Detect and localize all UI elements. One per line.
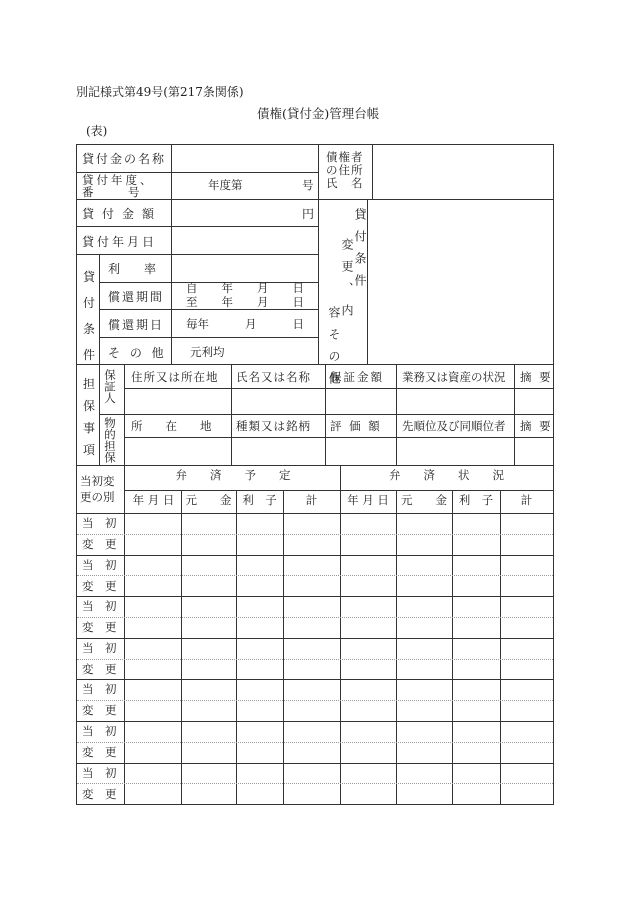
security-label: 担 保 事 項 (82, 377, 95, 457)
plan-header-interest: 利 子 (242, 493, 277, 507)
rule-line (318, 144, 319, 200)
loan-date-value[interactable] (174, 229, 318, 253)
interest-rate-label: 利 率 (108, 262, 157, 276)
repayment-type-label (80, 473, 115, 505)
rule-line (76, 465, 554, 466)
guarantor-header-status: 業務又は資産の状況 (402, 370, 506, 384)
side-label: (表) (86, 124, 108, 138)
rule-line (124, 364, 125, 466)
guarantor-label: 保証人 (103, 369, 117, 404)
row-label-change: 変 更 (82, 537, 117, 551)
repayment-row-entry[interactable] (125, 722, 552, 762)
collateral-header-value: 評 価 額 (330, 419, 382, 433)
guarantor-entry[interactable] (126, 388, 553, 412)
rule-line (99, 309, 319, 310)
row-label-change: 変 更 (82, 745, 117, 759)
creditor-label-line2: の住所 (326, 163, 364, 177)
terms-change-col3: 容その他 (327, 306, 341, 394)
repayment-type-line2: 更の別 (80, 490, 115, 504)
row-label-change: 変 更 (82, 703, 117, 717)
repayment-row-entry[interactable] (125, 764, 552, 804)
repayment-due-label: 償還期日 (108, 318, 165, 332)
repayment-period-label: 償還期間 (108, 290, 165, 304)
rule-line (372, 144, 373, 200)
rule-line (76, 254, 319, 255)
year-no-suffix: 号 (302, 178, 314, 192)
repayment-row-entry[interactable] (125, 597, 552, 637)
creditor-value[interactable] (375, 147, 553, 199)
guarantor-header-amount: 保証金額 (330, 370, 384, 384)
status-header-interest: 利 子 (458, 493, 494, 507)
collateral-header-location: 所 在 地 (131, 419, 212, 433)
row-label-change: 変 更 (82, 620, 117, 634)
repayment-row-entry[interactable] (125, 680, 552, 720)
row-label-change: 変 更 (82, 662, 117, 676)
interest-rate-value[interactable] (174, 256, 318, 280)
repayment-due-value: 毎年 月 日 (186, 317, 304, 331)
status-header-date: 年 月 日 (347, 493, 389, 507)
loan-amount-value[interactable] (174, 202, 294, 224)
terms-change-col1: 貸付条件 (353, 208, 367, 296)
rule-line (367, 199, 368, 365)
loan-amount-label: 貸付金額 (82, 207, 163, 221)
creditor-label (326, 151, 364, 190)
repayment-row-entry[interactable] (125, 556, 552, 596)
terms-change-col2: 変更、内 (340, 238, 354, 326)
loan-name-value[interactable] (174, 147, 318, 171)
status-header-principal: 元 金 (401, 493, 447, 507)
rule-line (124, 490, 554, 491)
rule-line (76, 226, 319, 227)
table-border (553, 144, 554, 805)
rule-line (99, 337, 319, 338)
status-header-total: 計 (520, 493, 533, 507)
collateral-entry[interactable] (126, 437, 553, 463)
row-label-initial: 当 初 (82, 682, 117, 696)
other-terms-label: そ の 他 (108, 346, 167, 360)
plan-header-principal: 元 金 (185, 493, 232, 507)
form-number: 別記様式第49号(第217条関係) (76, 85, 244, 99)
rule-line (76, 364, 554, 365)
repayment-period-from: 自 年 月 日 (186, 281, 304, 295)
repayment-type-line1: 当初変 (80, 474, 115, 488)
loan-terms-label: 貸 付 条 件 (82, 270, 95, 362)
row-label-initial: 当 初 (82, 599, 117, 613)
loan-date-label: 貸付年月日 (82, 235, 158, 249)
guarantor-header-address: 住所又は所在地 (131, 370, 219, 384)
loan-amount-unit: 円 (302, 207, 315, 221)
collateral-header-type: 種類又は銘柄 (236, 419, 311, 433)
row-label-initial: 当 初 (82, 516, 117, 530)
repayment-period-to: 至 年 月 日 (186, 295, 304, 309)
table-border (76, 144, 77, 805)
repayment-row-entry[interactable] (125, 514, 552, 554)
other-terms-value: 元利均 (190, 345, 225, 359)
collateral-header-priority: 先順位及び同順位者 (402, 419, 506, 433)
terms-change-value[interactable] (372, 202, 553, 364)
row-label-initial: 当 初 (82, 558, 117, 572)
creditor-label-line3: 氏 名 (326, 176, 364, 190)
repayment-status-label: 弁 済 状 況 (389, 468, 504, 482)
table-border (76, 804, 554, 805)
creditor-label-line1: 債権者 (326, 150, 364, 164)
loan-name-label: 貸付金の名称 (82, 152, 167, 166)
row-label-initial: 当 初 (82, 641, 117, 655)
rule-line (171, 144, 172, 257)
year-no-label (82, 174, 168, 198)
guarantor-header-note: 摘 要 (520, 370, 553, 384)
page-title: 債権(貸付金)管理台帳 (257, 106, 380, 121)
repayment-plan-label: 弁 済 予 定 (175, 468, 291, 482)
row-label-initial: 当 初 (82, 766, 117, 780)
year-no-prefix: 年度第 (208, 178, 243, 192)
row-label-initial: 当 初 (82, 724, 117, 738)
collateral-label: 物的担保 (103, 417, 117, 463)
collateral-header-note: 摘 要 (520, 419, 553, 433)
year-no-label-line1: 貸付年度、 (82, 173, 155, 187)
rule-line (99, 364, 100, 466)
row-label-change: 変 更 (82, 787, 117, 801)
plan-header-total: 計 (305, 493, 318, 507)
plan-header-date: 年 月 日 (132, 493, 175, 507)
year-no-label-line2: 番 号 (82, 185, 140, 199)
table-border (76, 144, 554, 145)
rule-line (76, 199, 554, 200)
row-label-change: 変 更 (82, 579, 117, 593)
guarantor-header-name: 氏名又は名称 (236, 370, 311, 384)
rule-line (99, 414, 554, 415)
repayment-row-entry[interactable] (125, 639, 552, 679)
